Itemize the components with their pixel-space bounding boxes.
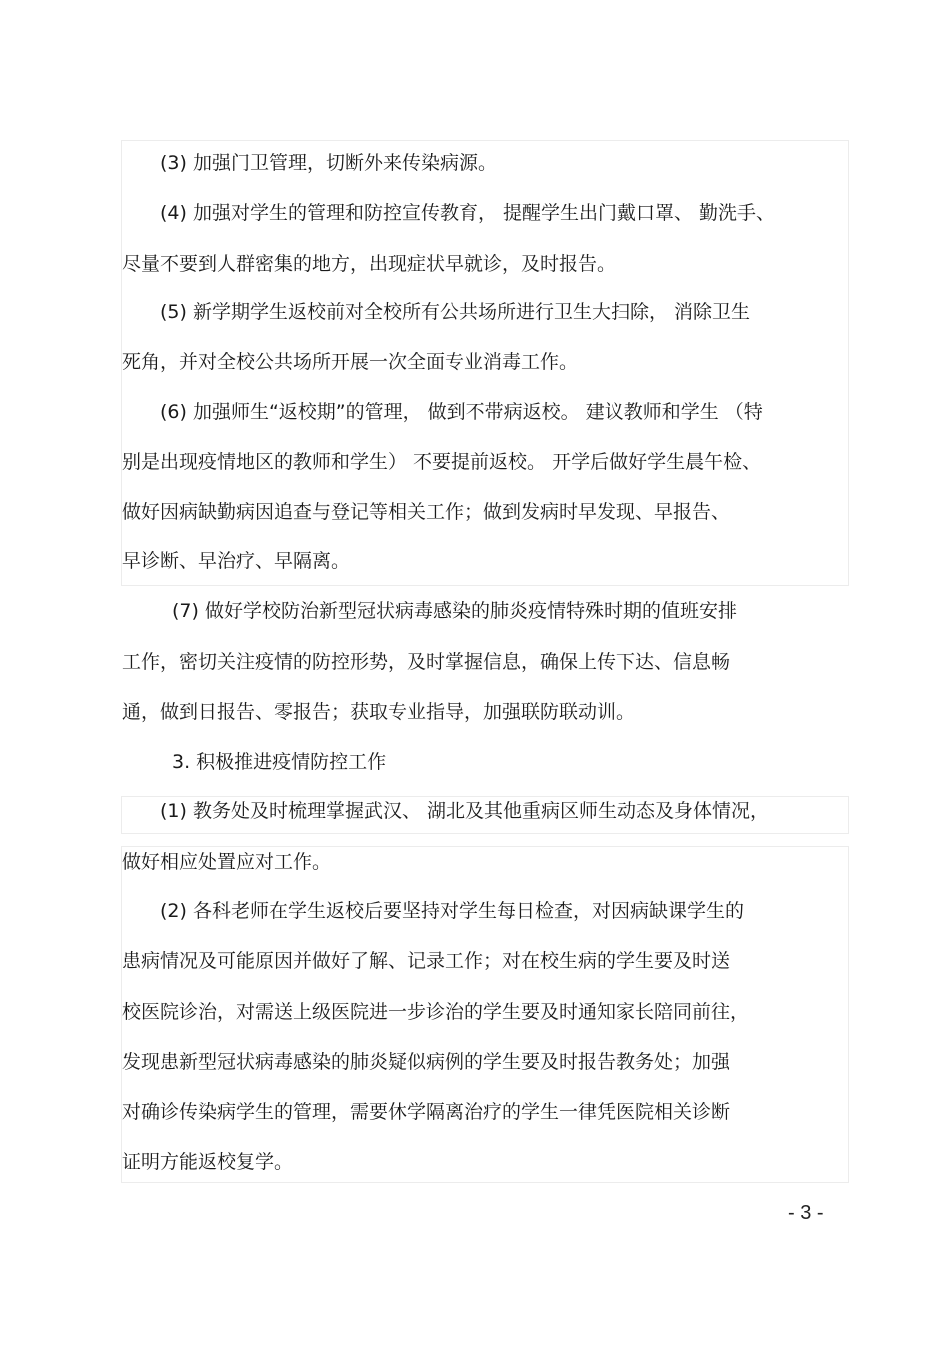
paragraph-2-line-3: 校医院诊治，对需送上级医院进一步诊治的学生要及时通知家长陪同前往，: [122, 1001, 750, 1023]
paragraph-2-line-5: 对确诊传染病学生的管理，需要休学隔离治疗的学生一律凭医院相关诊断: [122, 1101, 731, 1123]
paragraph-2-line-1: (2) 各科老师在学生返校后要坚持对学生每日检查，对因病缺课学生的: [160, 900, 744, 922]
paragraph-7-line-3: 通，做到日报告、零报告；获取专业指导，加强联防联动训。: [122, 701, 636, 723]
paragraph-4-line-2: 尽量不要到人群密集的地方，出现症状早就诊，及时报告。: [122, 253, 617, 275]
page-number: - 3 -: [788, 1202, 824, 1224]
section-heading-3: 3. 积极推进疫情防控工作: [172, 751, 387, 773]
paragraph-7-line-1: (7) 做好学校防治新型冠状病毒感染的肺炎疫情特殊时期的值班安排: [172, 600, 737, 622]
paragraph-6-line-3: 做好因病缺勤病因追查与登记等相关工作；做到发病时早发现、早报告、: [122, 501, 731, 523]
paragraph-6-line-2: 别是出现疫情地区的教师和学生） 不要提前返校。 开学后做好学生晨午检、: [122, 451, 762, 473]
paragraph-7-line-2: 工作，密切关注疫情的防控形势，及时掌握信息，确保上传下达、信息畅: [122, 651, 731, 673]
paragraph-6-line-1: (6) 加强师生“返校期”的管理， 做到不带病返校。 建议教师和学生 （特: [160, 401, 763, 423]
paragraph-2-line-4: 发现患新型冠状病毒感染的肺炎疑似病例的学生要及时报告教务处；加强: [122, 1051, 731, 1073]
paragraph-2-line-6: 证明方能返校复学。: [122, 1151, 294, 1173]
paragraph-5-line-1: (5) 新学期学生返校前对全校所有公共场所进行卫生大扫除， 消除卫生: [160, 301, 750, 323]
paragraph-5-line-2: 死角，并对全校公共场所开展一次全面专业消毒工作。: [122, 351, 579, 373]
paragraph-2-line-2: 患病情况及可能原因并做好了解、记录工作；对在校生病的学生要及时送: [122, 950, 731, 972]
paragraph-1-line-2: 做好相应处置应对工作。: [122, 851, 332, 873]
paragraph-3-line-1: (3) 加强门卫管理，切断外来传染病源。: [160, 152, 497, 174]
paragraph-1-line-1: (1) 教务处及时梳理掌握武汉、 湖北及其他重病区师生动态及身体情况，: [160, 800, 769, 822]
paragraph-4-line-1: (4) 加强对学生的管理和防控宣传教育， 提醒学生出门戴口罩、 勤洗手、: [160, 202, 776, 224]
paragraph-6-line-4: 早诊断、早治疗、早隔离。: [122, 550, 351, 572]
